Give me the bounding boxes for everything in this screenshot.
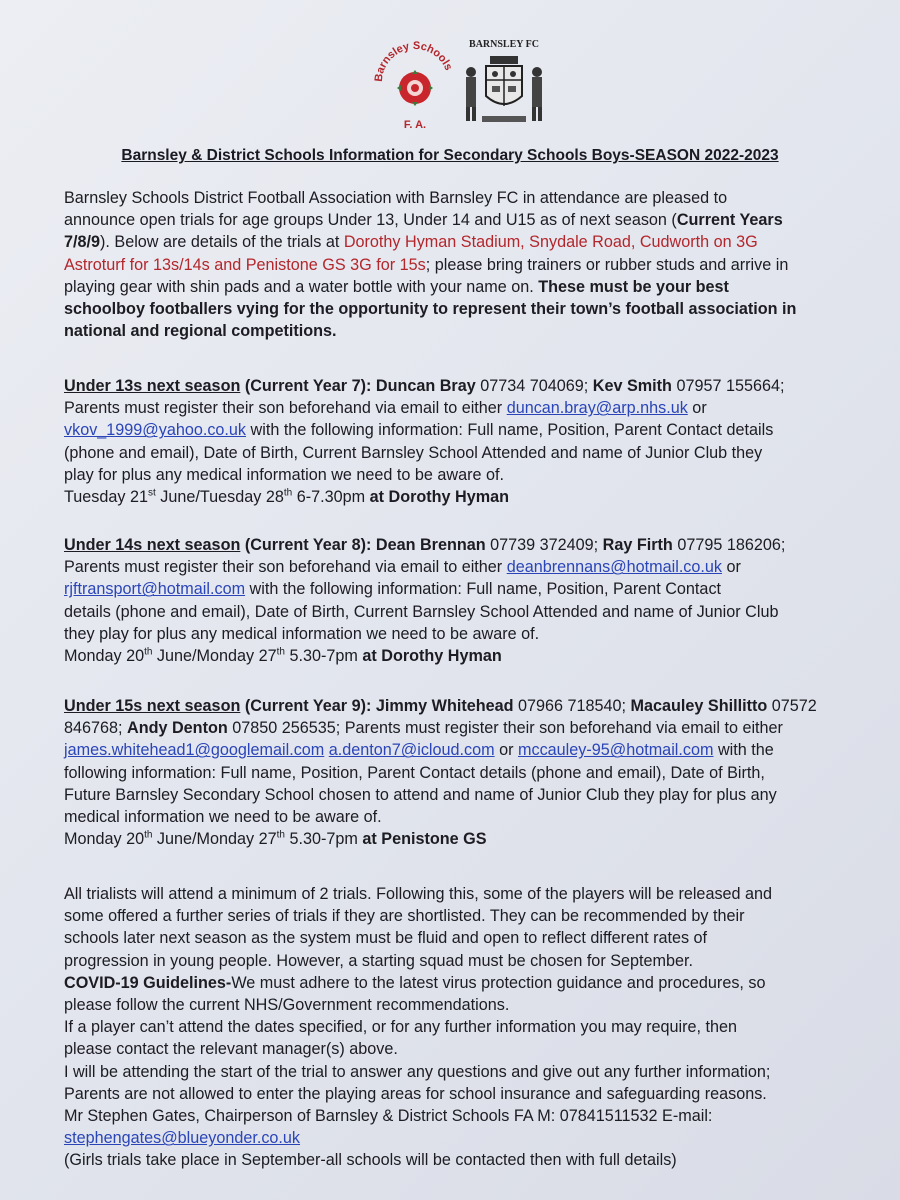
- u15-line: following information: Full name, Position, Parent Contact details (phone and email), Date of Birth,: [64, 763, 765, 782]
- u13-dates: Tuesday 21st June/Tuesday 28th 6-7.30pm at Dorothy Hyman: [64, 487, 510, 507]
- email-link-ray[interactable]: rjftransport@hotmail.com: [64, 580, 246, 599]
- u15-line: Under 15s next season (Current Year 9): Jimmy Whitehead 07966 718540; Macauley Shillitto 07572: [64, 697, 817, 715]
- intro-line: 7/8/9). Below are details of the trials at Dorothy Hyman Stadium, Snydale Road, Cudworth on 3G: [64, 233, 758, 252]
- u13-line: (phone and email), Date of Birth, Current Barnsley School Attended and name of Junior Club they: [64, 443, 763, 462]
- email-link-jimmy[interactable]: james.whitehead1@googlemail.com: [64, 741, 325, 760]
- u15-line: medical information we need to be aware of.: [64, 808, 382, 827]
- closing-line: progression in young people. However, a starting squad must be chosen for September.: [64, 951, 693, 970]
- u13-section: [64, 375, 844, 508]
- u15-line: james.whitehead1@googlemail.com a.denton7@icloud.com or mccauley-95@hotmail.com with the: [64, 741, 774, 760]
- u13-line: Parents must register their son beforehand via email to either duncan.bray@arp.nhs.uk or: [64, 399, 707, 418]
- u14-section: [64, 534, 844, 667]
- closing-section: [64, 883, 844, 1172]
- email-link-andy[interactable]: a.denton7@icloud.com: [328, 741, 495, 760]
- email-link-stephen[interactable]: stephengates@blueyonder.co.uk: [64, 1129, 301, 1148]
- u13-line: play for plus any medical information we need to be aware of.: [64, 465, 505, 484]
- email-link-duncan[interactable]: duncan.bray@arp.nhs.uk: [506, 399, 688, 418]
- schools-fa-logo: [373, 40, 455, 131]
- u14-line: Parents must register their son beforehand via email to either deanbrennans@hotmail.co.uk or: [64, 558, 741, 577]
- u13-line: Under 13s next season (Current Year 7): Duncan Bray 07734 704069; Kev Smith 07957 155664;: [64, 377, 785, 395]
- intro-line: schoolboy footballers vying for the opportunity to represent their town’s football association in: [64, 300, 797, 319]
- u13-heading: Under 13s next season: [64, 377, 241, 395]
- u15-dates: Monday 20th June/Monday 27th 5.30-7pm at Penistone GS: [64, 829, 487, 849]
- u14-line: they play for plus any medical information we need to be aware of.: [64, 624, 540, 643]
- header-logos: [372, 30, 552, 136]
- closing-line: Mr Stephen Gates, Chairperson of Barnsley & District Schools FA M: 07841511532 E-mail:: [64, 1107, 713, 1126]
- u14-line: Under 14s next season (Current Year 8): Dean Brennan 07739 372409; Ray Firth 07795 186206;: [64, 536, 786, 554]
- u15-line: 846768; Andy Denton 07850 256535; Parents must register their son beforehand via email to either: [64, 719, 783, 738]
- closing-line: All trialists will attend a minimum of 2 trials. Following this, some of the players will be released and: [64, 885, 773, 903]
- schools-fa-ring-text: Barnsley Schools: [372, 39, 455, 83]
- u13-line: vkov_1999@yahoo.co.uk with the following information: Full name, Position, Parent Contact details: [64, 421, 774, 440]
- covid-label: COVID-19 Guidelines-: [64, 973, 232, 992]
- covid-line: COVID-19 Guidelines-We must adhere to the latest virus protection guidance and procedures, so: [64, 973, 766, 992]
- email-link-macauley[interactable]: mccauley-95@hotmail.com: [518, 741, 714, 760]
- u14-dates: Monday 20th June/Monday 27th 5.30-7pm at Dorothy Hyman: [64, 646, 502, 666]
- barnsley-fc-text: BARNSLEY FC: [469, 39, 539, 50]
- closing-line: some offered a further series of trials if they are shortlisted. They can be recommended by their: [64, 907, 745, 926]
- u14-heading: Under 14s next season: [64, 536, 241, 554]
- closing-line: If a player can’t attend the dates specified, or for any further information you may require, then: [64, 1018, 738, 1037]
- u15-heading: Under 15s next season: [64, 697, 241, 715]
- email-link-dean[interactable]: deanbrennans@hotmail.co.uk: [506, 558, 723, 577]
- barnsley-fc-crest: [466, 39, 542, 122]
- closing-line: Parents are not allowed to enter the playing areas for school insurance and safeguarding reasons.: [64, 1084, 767, 1103]
- closing-line: schools later next season as the system must be fluid and open to reflect different rates of: [64, 929, 708, 948]
- closing-line: please contact the relevant manager(s) above.: [64, 1040, 398, 1059]
- u14-line: details (phone and email), Date of Birth, Current Barnsley School Attended and name of Junior Club: [64, 602, 779, 621]
- intro-line: announce open trials for age groups Under 13, Under 14 and U15 as of next season (Current Years: [64, 211, 783, 230]
- intro-line: Astroturf for 13s/14s and Penistone GS 3G for 15s; please bring trainers or rubber studs and arrive in: [64, 255, 789, 274]
- u14-line: rjftransport@hotmail.com with the following information: Full name, Position, Parent Contact: [64, 580, 722, 599]
- closing-line: I will be attending the start of the trial to answer any questions and give out any further information;: [64, 1062, 771, 1081]
- closing-line: please follow the current NHS/Government recommendations.: [64, 996, 510, 1015]
- schools-fa-initials: F. A.: [403, 119, 427, 131]
- closing-line: (Girls trials take place in September-all schools will be contacted then with full details): [64, 1151, 677, 1170]
- email-link-kev[interactable]: vkov_1999@yahoo.co.uk: [64, 421, 247, 440]
- intro-line: playing gear with shin pads and a water bottle with your name on. These must be your best: [64, 277, 729, 296]
- intro-line: Barnsley Schools District Football Association with Barnsley FC in attendance are pleased to: [64, 189, 728, 207]
- page-title: Barnsley & District Schools Information for Secondary Schools Boys-SEASON 2022-2023: [121, 147, 779, 164]
- intro-paragraph: [64, 187, 844, 342]
- intro-line: national and regional competitions.: [64, 322, 337, 341]
- u15-line: Future Barnsley Secondary School chosen to attend and name of Junior Club they play for plus any: [64, 785, 777, 804]
- u15-section: [64, 695, 844, 850]
